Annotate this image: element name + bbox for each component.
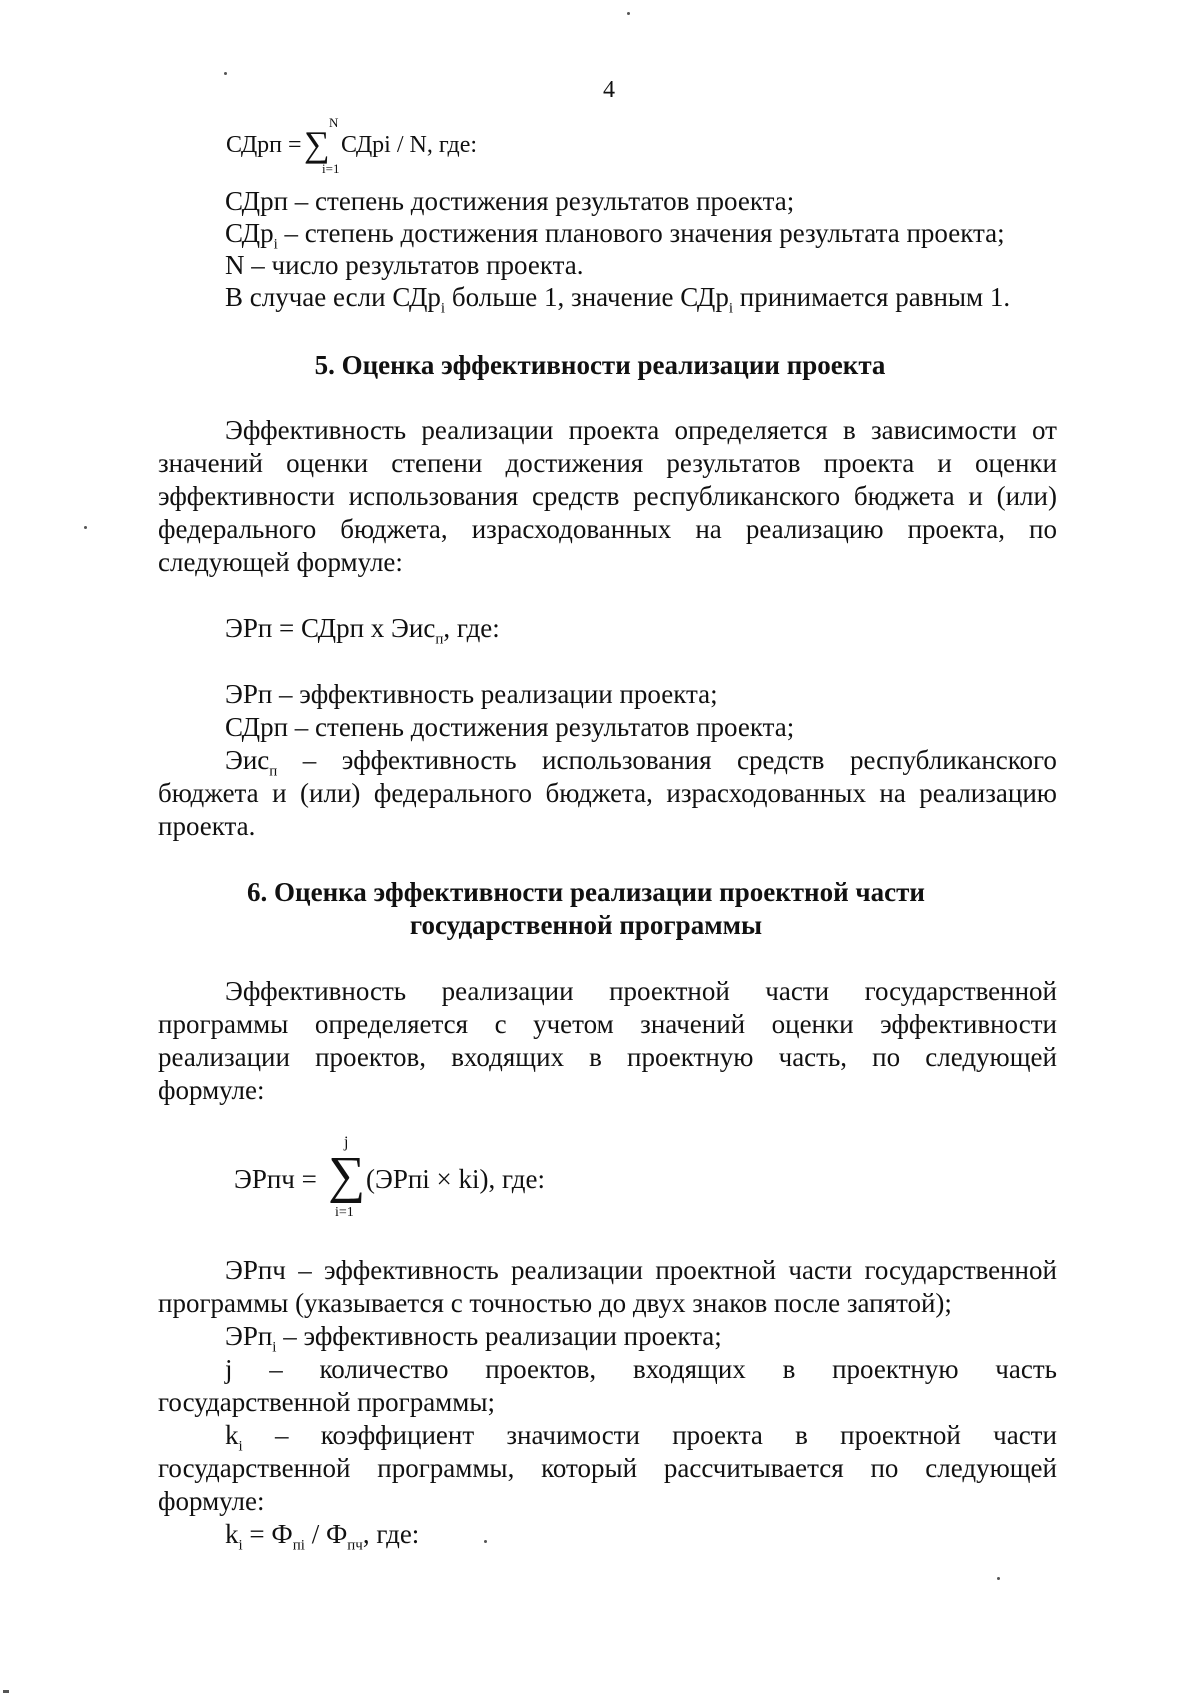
formula-ki: $k_i = Ф_{пi} / Ф_{пч}$, где: xyxy=(225,1519,420,1554)
scan-speck xyxy=(997,1577,1000,1580)
formula-erp: ЭРп = СДрп х Эис$_п$, где: xyxy=(225,613,500,648)
definition-eis-line: бюджета и (или) федерального бюджета, израсходованных на реализацию xyxy=(158,778,1057,808)
section-5-paragraph-line: федерального бюджета, израсходованных на реализацию проекта, по xyxy=(158,514,1057,544)
section-6-paragraph-line: формуле: xyxy=(158,1075,265,1105)
section-6-paragraph-line: программы определяется с учетом значений оценки эффективности xyxy=(158,1009,1057,1039)
section-5-paragraph-line: Эффективность реализации проекта определяется в зависимости от xyxy=(225,415,1057,445)
section-5-paragraph-line: эффективности использования средств республиканского бюджета и (или) xyxy=(158,481,1057,511)
formula-body: (ЭРпi × ki), где: xyxy=(366,1164,545,1194)
formula-body: СДрi / N, где: xyxy=(341,132,478,158)
definition-k-line: государственной программы, который рассчитывается по следующей xyxy=(158,1453,1057,1483)
definition-sdrp: СДрп – степень достижения результатов проекта; xyxy=(225,186,795,216)
section-6-heading: 6. Оценка эффективности реализации проектной части xyxy=(247,877,925,907)
sum-upper-limit: N xyxy=(329,115,339,130)
sum-lower-limit: i=1 xyxy=(335,1205,354,1220)
formula-lhs: ЭРпч = xyxy=(234,1164,317,1194)
sum-upper-limit: j xyxy=(344,1134,349,1151)
sum-icon: ∑ xyxy=(304,124,330,164)
definition-n: N – число результатов проекта. xyxy=(225,250,584,280)
section-6-heading-line-2: государственной программы xyxy=(409,910,763,940)
scan-speck xyxy=(84,526,87,529)
definition-sdri: СДр$_i$ – степень достижения планового значения результата проекта; xyxy=(225,218,1005,253)
section-5-heading: 5. Оценка эффективности реализации проекта xyxy=(314,350,886,380)
definition-erpi: ЭРп$_i$ – эффективность реализации проекта; xyxy=(225,1321,722,1356)
definition-sdrp-2: СДрп – степень достижения результатов проекта; xyxy=(225,712,795,742)
definition-note: В случае если СДр$_i$ больше 1, значение СДр$_i$ принимается равным 1. xyxy=(225,282,1011,317)
formula-lhs: СДрп = xyxy=(226,132,302,158)
scan-speck xyxy=(3,1690,9,1693)
scan-speck xyxy=(224,72,227,75)
definition-eis-line: проекта. xyxy=(158,811,256,841)
section-5-paragraph-line: значений оценки степени достижения результатов проекта и оценки xyxy=(158,448,1057,478)
scan-speck xyxy=(627,12,630,15)
scan-speck xyxy=(484,1540,487,1543)
definition-j-line: j – количество проектов, входящих в проектную часть xyxy=(225,1354,1057,1384)
section-5-paragraph-line: следующей формуле: xyxy=(158,547,403,577)
section-6-paragraph-line: реализации проектов, входящих в проектную часть, по следующей xyxy=(158,1042,1057,1072)
definition-erpch-line: ЭРпч – эффективность реализации проектной части государственной xyxy=(225,1255,1057,1285)
definition-j-line: государственной программы; xyxy=(158,1387,495,1417)
sum-icon: ∑ xyxy=(328,1147,366,1204)
definition-eis-line: Эис$_п$ – эффективность использования средств республиканского xyxy=(225,745,1057,780)
sum-lower-limit: i=1 xyxy=(322,161,340,176)
definition-k-line: $k_i$ – коэффициент значимости проекта в проектной части xyxy=(225,1420,1057,1455)
section-6-paragraph-line: Эффективность реализации проектной части государственной xyxy=(225,976,1057,1006)
definition-erpch-line: программы (указывается с точностью до двух знаков после запятой); xyxy=(158,1288,952,1318)
definition-erp: ЭРп – эффективность реализации проекта; xyxy=(225,679,718,709)
page-number: 4 xyxy=(603,77,615,103)
definition-k-line: формуле: xyxy=(158,1486,265,1516)
